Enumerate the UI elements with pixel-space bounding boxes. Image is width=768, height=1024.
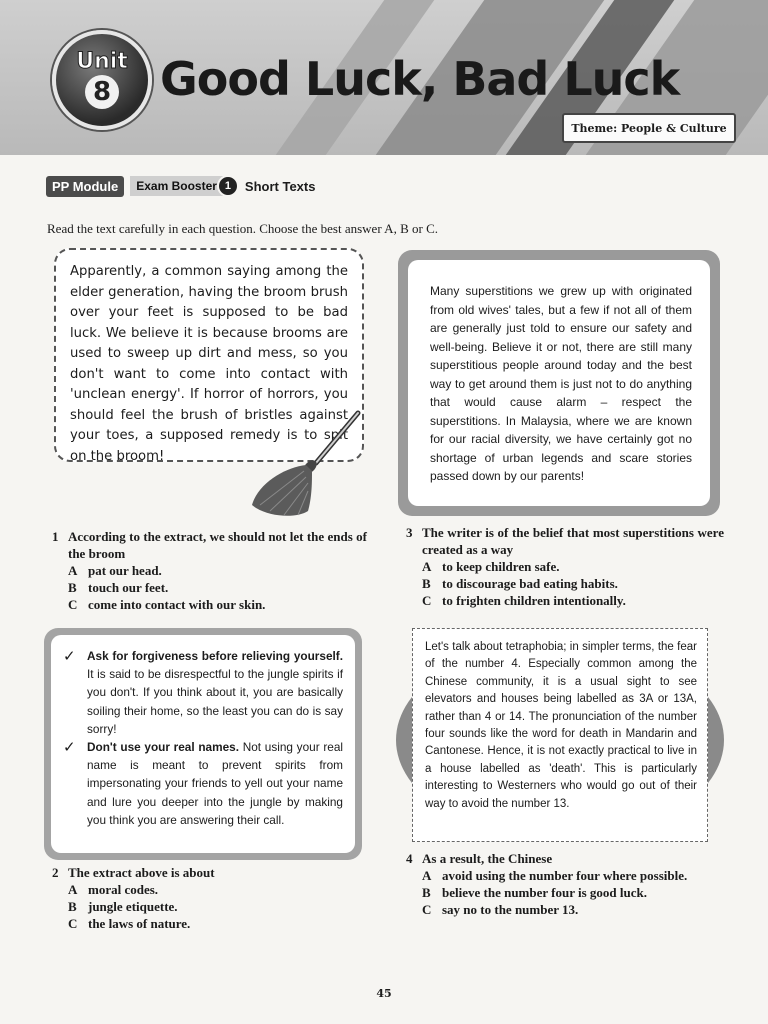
unit-title: Good Luck, Bad Luck [160,52,680,106]
check-icon: ✓ [63,738,76,757]
question-stem: The writer is of the belief that most superstitions were created as a way [422,525,724,557]
question-number: 1 [52,529,59,544]
unit-header [0,0,768,155]
option-a[interactable]: A to keep children safe. [422,559,560,574]
unit-number: 8 [85,75,119,109]
question-stem: As a result, the Chinese [422,851,553,866]
text-box-4 [412,628,708,842]
exam-booster-tag: Exam Booster [130,176,223,196]
option-a[interactable]: A avoid using the number four where possible. [422,868,688,883]
option-a[interactable]: A pat our head. [68,563,162,578]
question-number: 3 [406,525,413,540]
option-b[interactable]: B to discourage bad eating habits. [422,576,618,591]
instruction: Read the text carefully in each question. Choose the best answer A, B or C. [47,221,438,236]
option-b[interactable]: B jungle etiquette. [68,899,178,914]
text-1: Apparently, a common saying among the elder generation, having the broom brush over your feet is supposed to be bad luck. We believe it is because brooms are used to sweep up dirt and mess, so you don't want to come into contact with 'unclean energy'. If horror of horrors, you should feel the brush of bristles against your toes, a supposed remedy is to spit on the broom! [70,264,348,464]
text-2 [51,635,355,853]
module-bar [46,174,315,198]
option-c[interactable]: C to frighten children intentionally. [422,593,626,608]
tip-body: Not using your real name is meant to prevent spirits from impersonating your friends to yell out your name and lure you deeper into the jungle by making you think you are answering their call. [87,740,344,827]
question-stem: The extract above is about [68,865,215,880]
check-icon: ✓ [63,647,76,665]
question-4 [406,850,724,918]
text-box-3 [398,250,720,516]
question-stem: According to the extract, we should not let the ends of the broom [68,529,367,561]
tip-item [63,647,343,738]
option-a[interactable]: A moral codes. [68,882,159,897]
option-c[interactable]: C the laws of nature. [68,916,191,931]
option-b[interactable]: B touch our feet. [68,580,169,595]
question-number: 4 [406,851,413,866]
tip-body: It is said to be disrespectful to the jungle spirits if you don't. If you think about it, you are basically soiling their home, so the least you can do is say sorry! [87,667,343,736]
option-b[interactable]: B believe the number four is good luck. [422,885,648,900]
section-title: Short Texts [244,178,316,194]
text-3: Many superstitions we grew up with originated from old wives' tales, but a few if not all of them are generally just told to ensure our safety and well-being. Believe it or not, there are still many superstitious people around today and the best way to get around them is just not to do anything that would cause alarm – respect the superstitions. In Malaysia, where we are known for our racial diversity, we have certainly got no shortage of urban legends and scare stories passed down by our parents! [408,260,710,506]
question-1 [52,528,367,613]
tip-heading: Ask for forgiveness before relieving yourself. [87,649,343,663]
option-c[interactable]: C come into contact with our skin. [68,597,266,612]
page-number: 45 [376,987,392,1000]
option-c[interactable]: C say no to the number 13. [422,902,579,917]
theme-tag: Theme: People & Culture [562,113,736,143]
text-4: Let's talk about tetraphobia; in simpler terms, the fear of the number 4. Especially common among the Chinese community, it is a usual sight to see elevators and houses being labelled as 3A or 13A, rather than 4 or 14. The pronunciation of the number four sounds like the word for death in Mandarin and Cantonese. Hence, it is not exactly practical to live in a house labelled as 'death'. This is particularly interesting to Westerners who would go out of their way to avoid the number 13. [425,641,697,810]
broom-illustration [246,405,376,525]
question-2 [52,864,352,932]
text-box-2 [44,628,362,860]
question-3 [406,524,724,609]
tip-item [63,738,343,829]
question-number: 2 [52,865,59,880]
unit-badge [52,30,152,130]
unit-word: Unit [76,49,128,74]
pp-module-tag: PP Module [46,176,124,197]
booster-number: 1 [217,175,239,197]
tip-heading: Don't use your real names. [87,740,240,755]
